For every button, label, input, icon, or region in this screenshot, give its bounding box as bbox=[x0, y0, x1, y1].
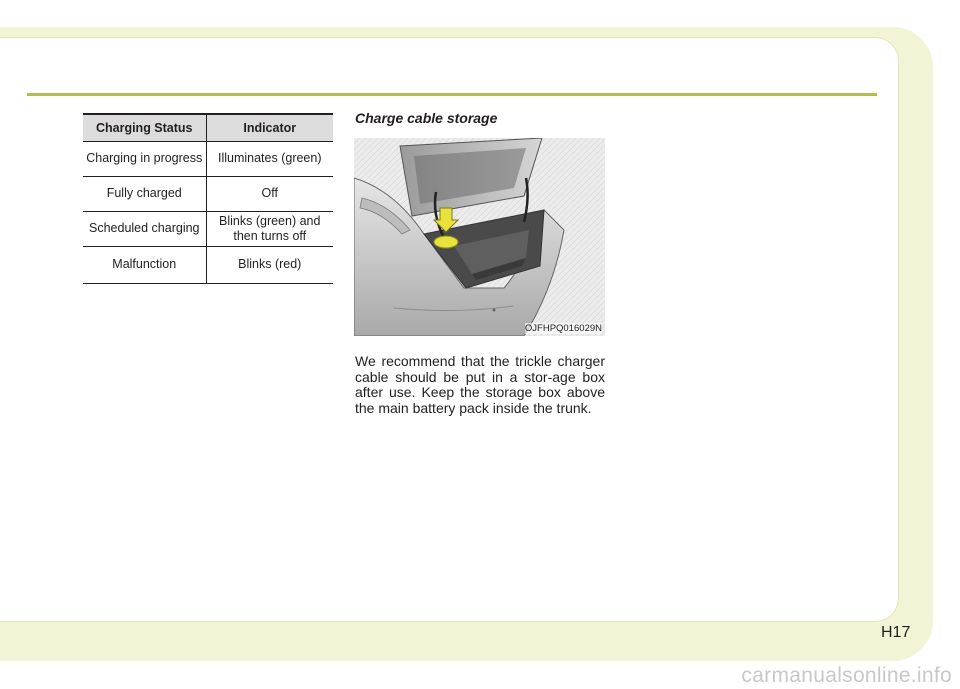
indicator-cell: Illuminates (green) bbox=[206, 141, 333, 176]
indicator-cell: Blinks (green) and then turns off bbox=[206, 211, 333, 246]
column-header: Indicator bbox=[206, 114, 333, 141]
figure-code: OJFHPQ016029N bbox=[524, 323, 602, 334]
header-rule bbox=[27, 93, 877, 96]
body-paragraph: We recommend that the trickle charger cable should be put in a stor-age box after use. Keep the storage box above the main battery pack inside the trunk. bbox=[355, 353, 605, 416]
indicator-cell: Blinks (red) bbox=[206, 246, 333, 283]
table-row bbox=[83, 211, 333, 246]
section-heading: Charge cable storage bbox=[355, 110, 498, 126]
charging-status-table bbox=[83, 113, 333, 284]
watermark-text: carmanualsonline.info bbox=[741, 664, 952, 687]
page-number: H17 bbox=[881, 624, 911, 641]
status-cell: Charging in progress bbox=[83, 141, 206, 176]
status-cell: Malfunction bbox=[83, 246, 206, 283]
column-header: Charging Status bbox=[83, 114, 206, 141]
table-row bbox=[83, 141, 333, 176]
trunk-illustration bbox=[354, 138, 605, 336]
status-cell: Scheduled charging bbox=[83, 211, 206, 246]
table-row bbox=[83, 176, 333, 211]
indicator-cell: Off bbox=[206, 176, 333, 211]
table-header-row bbox=[83, 114, 333, 141]
status-cell: Fully charged bbox=[83, 176, 206, 211]
table-row bbox=[83, 246, 333, 283]
open-trunk-drawing bbox=[354, 138, 605, 336]
